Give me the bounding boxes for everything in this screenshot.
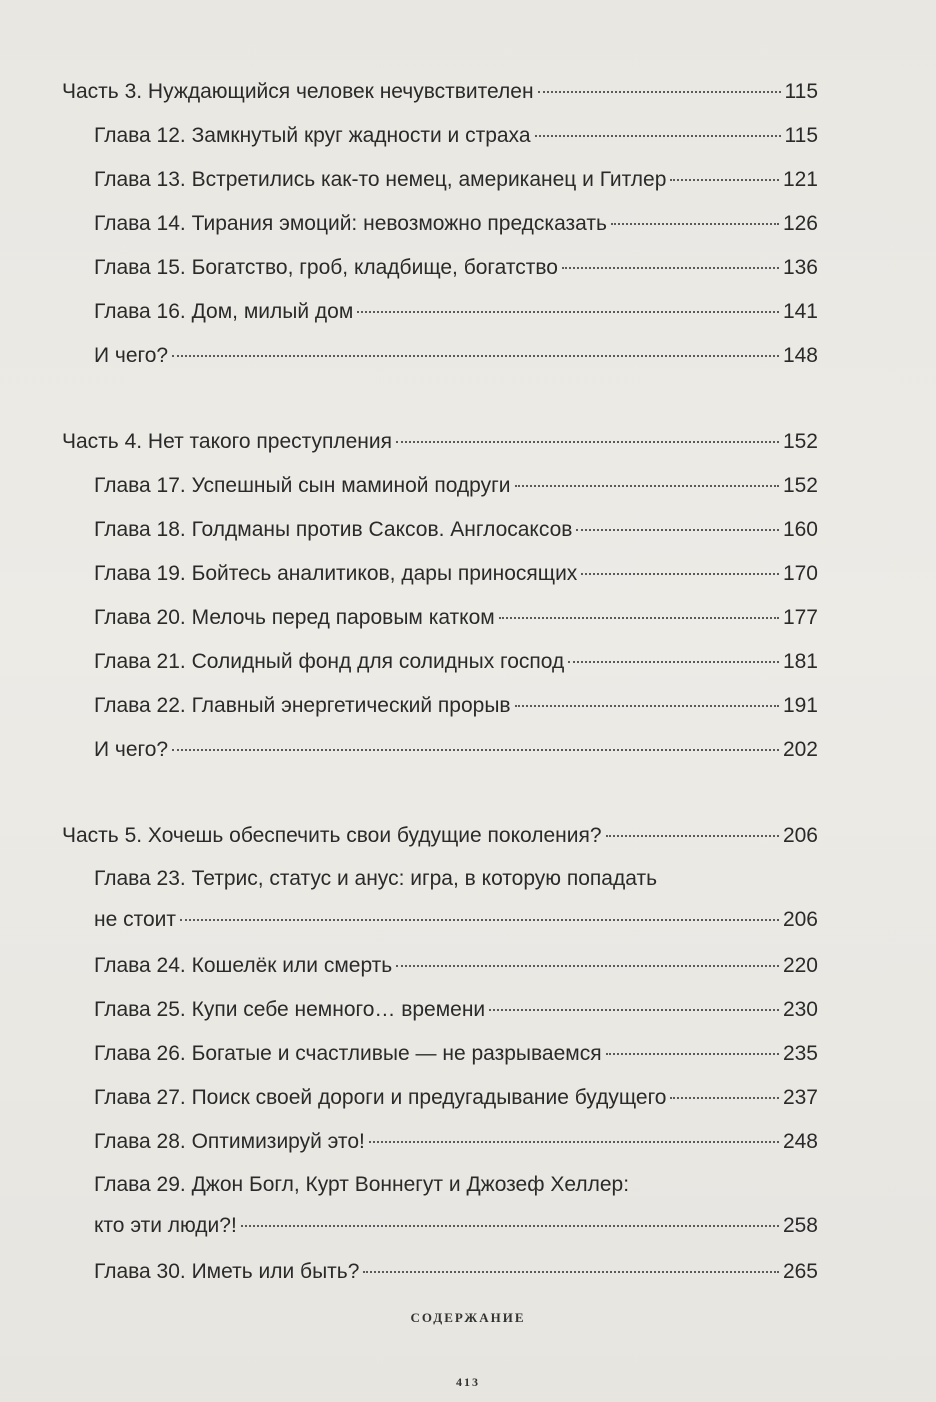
page-number: 148 [782, 344, 818, 367]
dot-leader [538, 91, 781, 93]
chapter-title: Глава 20. Мелочь перед паровым катком [94, 606, 495, 629]
chapter-title: Глава 17. Успешный сын маминой подруги [94, 474, 511, 497]
page-number: 220 [782, 954, 818, 977]
part-title: Часть 4. Нет такого преступления [62, 430, 392, 453]
page-number: 248 [782, 1130, 818, 1153]
toc-entry-chapter-24 [62, 944, 818, 988]
dot-leader [606, 1053, 779, 1055]
toc-entry-part-3 [62, 70, 818, 114]
toc-entry-chapter-17 [62, 464, 818, 508]
toc-entry-chapter-21 [62, 640, 818, 684]
dot-leader [499, 617, 779, 619]
chapter-title: Глава 28. Оптимизируй это! [94, 1130, 365, 1153]
dot-leader [172, 749, 779, 751]
chapter-title: Глава 12. Замкнутый круг жадности и страха [94, 124, 531, 147]
chapter-title: Глава 24. Кошелёк или смерть [94, 954, 393, 977]
part-4-block [62, 420, 818, 772]
page-number: 235 [782, 1042, 818, 1065]
toc-entry-chapter-26 [62, 1032, 818, 1076]
chapter-title-line-2: не стоит [94, 908, 177, 931]
chapter-title: И чего? [94, 344, 169, 367]
chapter-title-line-2-row [94, 1206, 818, 1250]
chapter-title-line-2: кто эти люди?! [94, 1214, 237, 1237]
dot-leader [180, 919, 779, 921]
dot-leader [172, 355, 779, 357]
dot-leader [581, 573, 779, 575]
chapter-title-line-1: Глава 23. Тетрис, статус и анус: игра, в которую попадать [94, 867, 658, 890]
part-5-block [62, 814, 818, 1294]
page-folio: 413 [456, 1375, 480, 1389]
toc-entry-chapter-16 [62, 290, 818, 334]
part-title: Часть 3. Нуждающийся человек нечувствителен [62, 80, 534, 103]
chapter-title: Глава 22. Главный энергетический прорыв [94, 694, 511, 717]
page-number: 170 [782, 562, 818, 585]
dot-leader [369, 1141, 779, 1143]
toc-entry-chapter-13 [62, 158, 818, 202]
dot-leader [515, 705, 779, 707]
toc-entry-and-what-4 [62, 728, 818, 772]
dot-leader [515, 485, 779, 487]
toc-entry-chapter-29 [62, 1164, 818, 1250]
chapter-title: Глава 13. Встретились как-то немец, американец и Гитлер [94, 168, 667, 191]
table-of-contents [62, 70, 818, 1336]
toc-entry-chapter-18 [62, 508, 818, 552]
toc-entry-chapter-28 [62, 1120, 818, 1164]
toc-entry-chapter-12 [62, 114, 818, 158]
chapter-title: Глава 16. Дом, милый дом [94, 300, 354, 323]
page-number: 265 [782, 1260, 818, 1283]
toc-entry-chapter-23 [62, 858, 818, 944]
page-number: 152 [782, 430, 818, 453]
dot-leader [611, 223, 779, 225]
toc-entry-chapter-20 [62, 596, 818, 640]
chapter-title: Глава 18. Голдманы против Саксов. Англосаксов [94, 518, 573, 541]
page-number: 141 [782, 300, 818, 323]
page-number: 237 [782, 1086, 818, 1109]
chapter-title: И чего? [94, 738, 169, 761]
dot-leader [670, 179, 779, 181]
part-title: Часть 5. Хочешь обеспечить свои будущие поколения? [62, 824, 602, 847]
page-number: 160 [782, 518, 818, 541]
page-number: 206 [782, 908, 818, 931]
page-number: 206 [782, 824, 818, 847]
chapter-title: Глава 27. Поиск своей дороги и предугадывание будущего [94, 1086, 667, 1109]
chapter-title-line-2-row [94, 900, 818, 944]
toc-entry-part-5 [62, 814, 818, 858]
page-number: 177 [782, 606, 818, 629]
page-number: 152 [782, 474, 818, 497]
dot-leader [568, 661, 779, 663]
toc-entry-chapter-27 [62, 1076, 818, 1120]
toc-entry-chapter-15 [62, 246, 818, 290]
page-number: 258 [782, 1214, 818, 1237]
toc-entry-chapter-14 [62, 202, 818, 246]
dot-leader [241, 1225, 779, 1227]
dot-leader [576, 529, 779, 531]
chapter-title: Глава 25. Купи себе немного… времени [94, 998, 486, 1021]
page-number: 191 [782, 694, 818, 717]
toc-entry-chapter-22 [62, 684, 818, 728]
page-number: 136 [782, 256, 818, 279]
running-head: СОДЕРЖАНИЕ [410, 1310, 526, 1325]
toc-entry-chapter-19 [62, 552, 818, 596]
toc-entry-and-what-3 [62, 334, 818, 378]
page-number: 126 [782, 212, 818, 235]
dot-leader [562, 267, 779, 269]
page-number: 202 [782, 738, 818, 761]
dot-leader [396, 441, 779, 443]
page-number: 115 [784, 124, 818, 147]
dot-leader [489, 1009, 779, 1011]
toc-entry-chapter-25 [62, 988, 818, 1032]
page-number: 230 [782, 998, 818, 1021]
page-number: 181 [782, 650, 818, 673]
dot-leader [535, 135, 781, 137]
dot-leader [606, 835, 779, 837]
chapter-title-line-1: Глава 29. Джон Богл, Курт Воннегут и Джозеф Хеллер: [94, 1173, 630, 1196]
chapter-title: Глава 21. Солидный фонд для солидных господ [94, 650, 565, 673]
toc-entry-part-4 [62, 420, 818, 464]
dot-leader [357, 311, 779, 313]
dot-leader [396, 965, 779, 967]
chapter-title: Глава 26. Богатые и счастливые — не разрываемся [94, 1042, 602, 1065]
chapter-title: Глава 15. Богатство, гроб, кладбище, богатство [94, 256, 558, 279]
chapter-title: Глава 30. Иметь или быть? [94, 1260, 360, 1283]
dot-leader [670, 1097, 779, 1099]
page-number: 121 [782, 168, 818, 191]
chapter-title: Глава 14. Тирания эмоций: невозможно предсказать [94, 212, 607, 235]
toc-entry-chapter-30 [62, 1250, 818, 1294]
chapter-title: Глава 19. Бойтесь аналитиков, дары приносящих [94, 562, 578, 585]
page-number: 115 [784, 80, 818, 103]
part-3-block [62, 70, 818, 378]
dot-leader [363, 1271, 779, 1273]
